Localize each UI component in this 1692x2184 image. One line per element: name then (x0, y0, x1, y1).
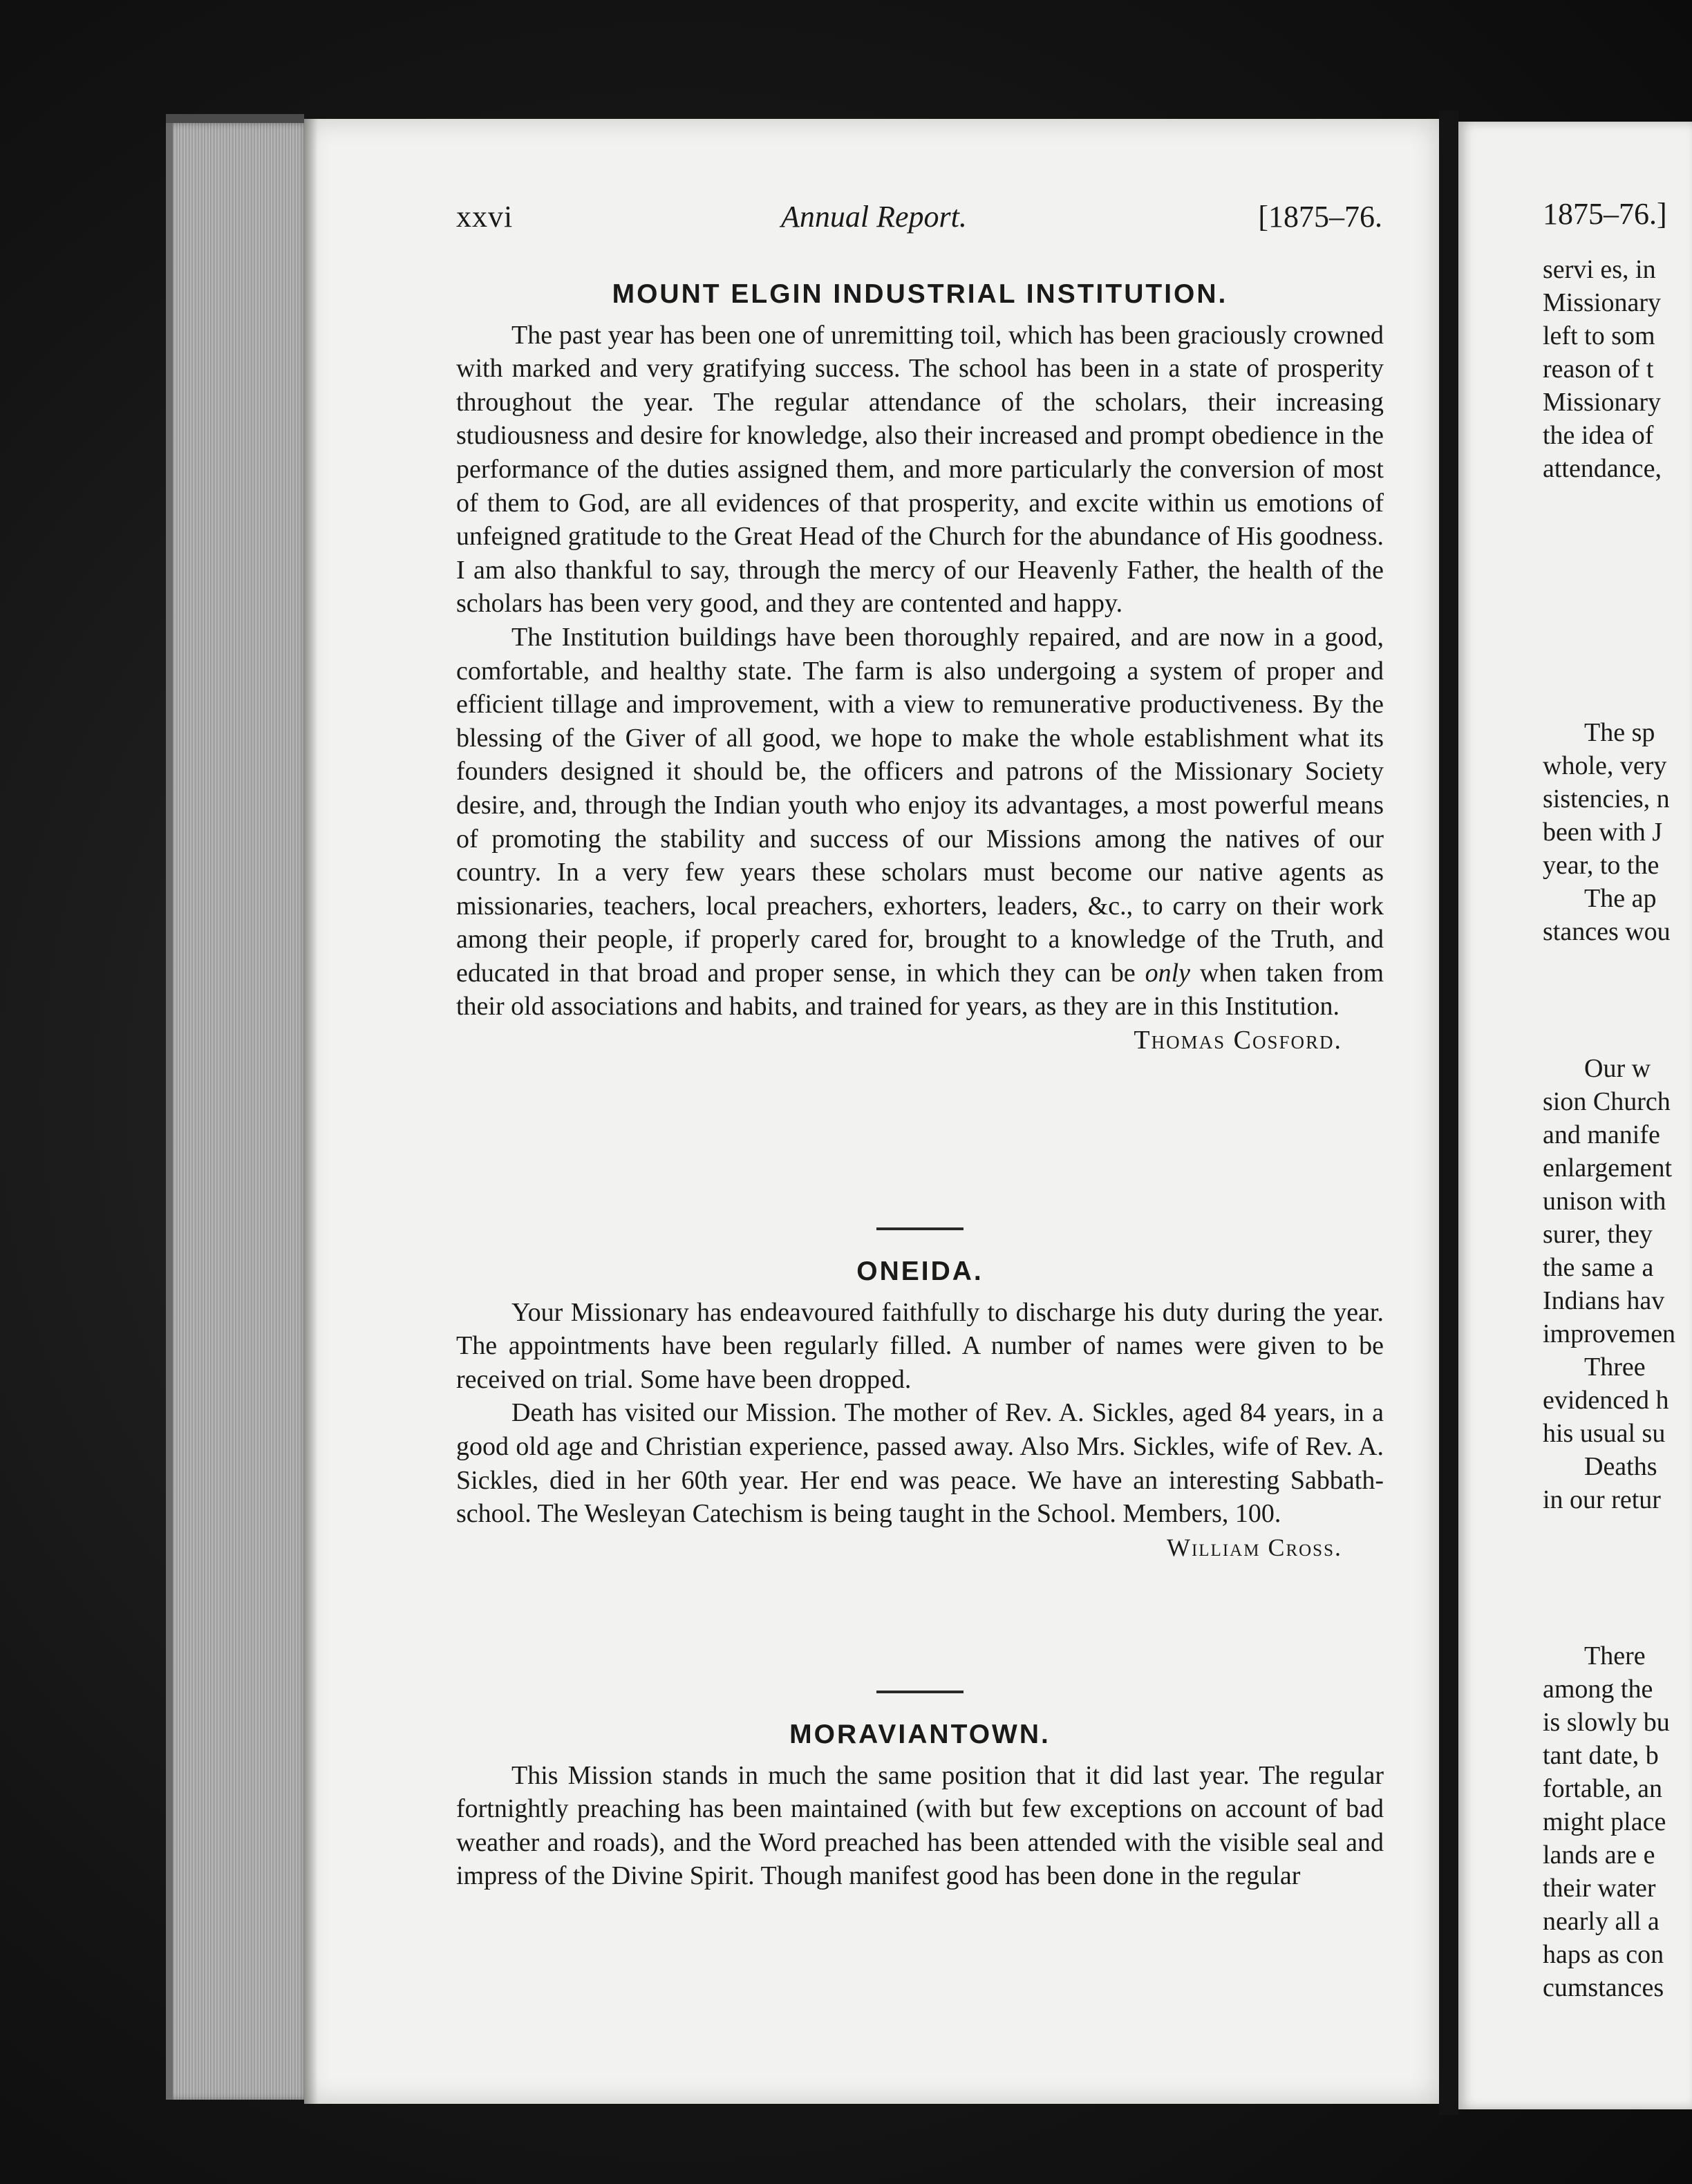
paragraph: The past year has been one of unremitting toil, which has been graciously crowned with marked and very gratifying success. The school has been in a state of prosperity throughout the year. The regular attendance of the scholars, their increasing studiousness and desire for knowledge, also their increased and prompt obedience in the performance of the duties assigned them, and more particularly the conversion of most of them to God, are all evidences of that prosperity, and excite within us emotions of unfeigned gratitude to the Great Head of the Church for the abundance of His goodness. I am also thankful to say, through the mercy of our Heavenly Father, the health of the scholars has been very good, and they are contented and happy. (456, 320, 1384, 619)
right-page-line: their water (1543, 1874, 1656, 1903)
paragraph-text: The Institution buildings have been thoroughly repaired, and are now in a good, comfortable, and healthy state. The farm is also undergoing a system of proper and efficient tillage and improvement, with a view to remunerative productiveness. By the blessing of the Giver of all good, we hope to make the whole establishment what its founders designed it should be, the officers and patrons of the Missionary Society desire, and, through the Indian youth who enjoy its advantages, a most powerful means of promoting the stability and success of our Missions among the natives of our country. In a very few years these scholars must become our native agents as missionaries, teachers, local preachers, exhorters, leaders, &c., to carry on their work among their people, if properly cared for, brought to a knowledge of the Truth, and educated in that broad and proper sense, in which they can be (456, 622, 1384, 988)
right-page-line: is slowly bu (1543, 1708, 1670, 1737)
page-number: xxvi (456, 200, 514, 234)
right-page-line: evidenced h (1543, 1386, 1669, 1415)
right-page-line: Missionary (1543, 288, 1661, 317)
right-page-line: unison with (1543, 1187, 1666, 1216)
right-page-line: servi es, in (1543, 255, 1656, 284)
signature: William Cross. (1166, 1533, 1342, 1561)
right-page-line: whole, very (1543, 751, 1667, 780)
right-page-line: surer, they (1543, 1220, 1653, 1249)
right-page-line: There (1584, 1641, 1646, 1670)
right-page-line: enlargement (1543, 1154, 1673, 1183)
right-page-line: left to som (1543, 321, 1655, 350)
right-page-line: and manife (1543, 1120, 1660, 1149)
right-page-line: Our w (1584, 1054, 1651, 1083)
right-page-line: improvemen (1543, 1319, 1676, 1348)
right-page-line: attendance, (1543, 454, 1662, 483)
right-page-line: tant date, b (1543, 1741, 1659, 1770)
right-page-line: stances wou (1543, 917, 1671, 946)
right-page-line: sion Church (1543, 1087, 1671, 1116)
right-page-line: The ap (1584, 884, 1657, 913)
paragraph: This Mission stands in much the same position that it did last year. The regular fortnightly preaching has been maintained (with but few exceptions on account of bad weather and roads), and the Word preached has been attended with the visible seal and impress of the Divine Spirit. Though manifest good has been done in the regular (456, 1760, 1384, 1891)
paragraph-text: when taken from their old associations and habits, and trained for years, as they are in this Institution. (456, 958, 1384, 1022)
section-title: MOUNT ELGIN INDUSTRIAL INSTITUTION. (612, 279, 1228, 309)
right-page-line: the idea of (1543, 421, 1654, 450)
book-page-edges (166, 123, 311, 2100)
right-page-line: cumstances (1543, 1973, 1664, 2002)
running-head (456, 199, 1382, 241)
right-page-line: Three (1584, 1353, 1646, 1382)
right-page-line: in our retur (1543, 1485, 1661, 1514)
section-moraviantown (456, 1691, 1384, 1893)
right-page-line: might place (1543, 1807, 1666, 1836)
emphasis-text: only (1145, 958, 1190, 988)
section-oneida (456, 1227, 1384, 1564)
right-running-year: 1875–76.] (1543, 197, 1667, 231)
right-page-line: Missionary (1543, 388, 1661, 417)
paragraph: Death has visited our Mission. The mother of Rev. A. Sickles, aged 84 years, in a good old age and Christian experience, passed away. Also Mrs. Sickles, wife of Rev. A. Sickles, died in her 60th year. Her end was peace. We have an interesting Sabbath-school. The Wesleyan Catechism is being taught in the School. Members, 100. (456, 1398, 1384, 1529)
right-page-line: his usual su (1543, 1419, 1666, 1448)
left-page-shadow (304, 119, 318, 2104)
running-year: [1875–76. (1258, 200, 1382, 234)
paragraph: Your Missionary has endeavoured faithfully to discharge his duty during the year. The appointments have been regularly filled. A number of names were given to be received on trial. Some have been dropped. (456, 1297, 1384, 1394)
right-page-line: haps as con (1543, 1940, 1664, 1969)
right-page-line: The sp (1584, 718, 1655, 747)
right-page-line: been with J (1543, 818, 1663, 847)
right-page-line: reason of t (1543, 355, 1654, 384)
right-page-line: among the (1543, 1675, 1653, 1704)
section-divider (876, 1227, 964, 1230)
signature: Thomas Cosford. (1134, 1026, 1342, 1055)
right-page-line: sistencies, n (1543, 784, 1670, 813)
right-page-line: the same a (1543, 1253, 1654, 1282)
section-title: MORAVIANTOWN. (789, 1720, 1051, 1749)
section-divider (876, 1691, 964, 1693)
section-mount-elgin (456, 278, 1384, 1057)
right-page-line: Indians hav (1543, 1286, 1665, 1315)
paragraph (456, 621, 1384, 1055)
book-gutter (1439, 111, 1458, 2115)
section-title: ONEIDA. (856, 1256, 984, 1286)
right-page (1458, 122, 1692, 2109)
running-title: Annual Report. (781, 200, 967, 234)
right-page-line: nearly all a (1543, 1907, 1660, 1936)
right-page-line: Deaths (1584, 1452, 1657, 1481)
right-page-line: lands are e (1543, 1841, 1655, 1870)
right-page-line: year, to the (1543, 851, 1660, 880)
right-page-line: fortable, an (1543, 1774, 1663, 1803)
